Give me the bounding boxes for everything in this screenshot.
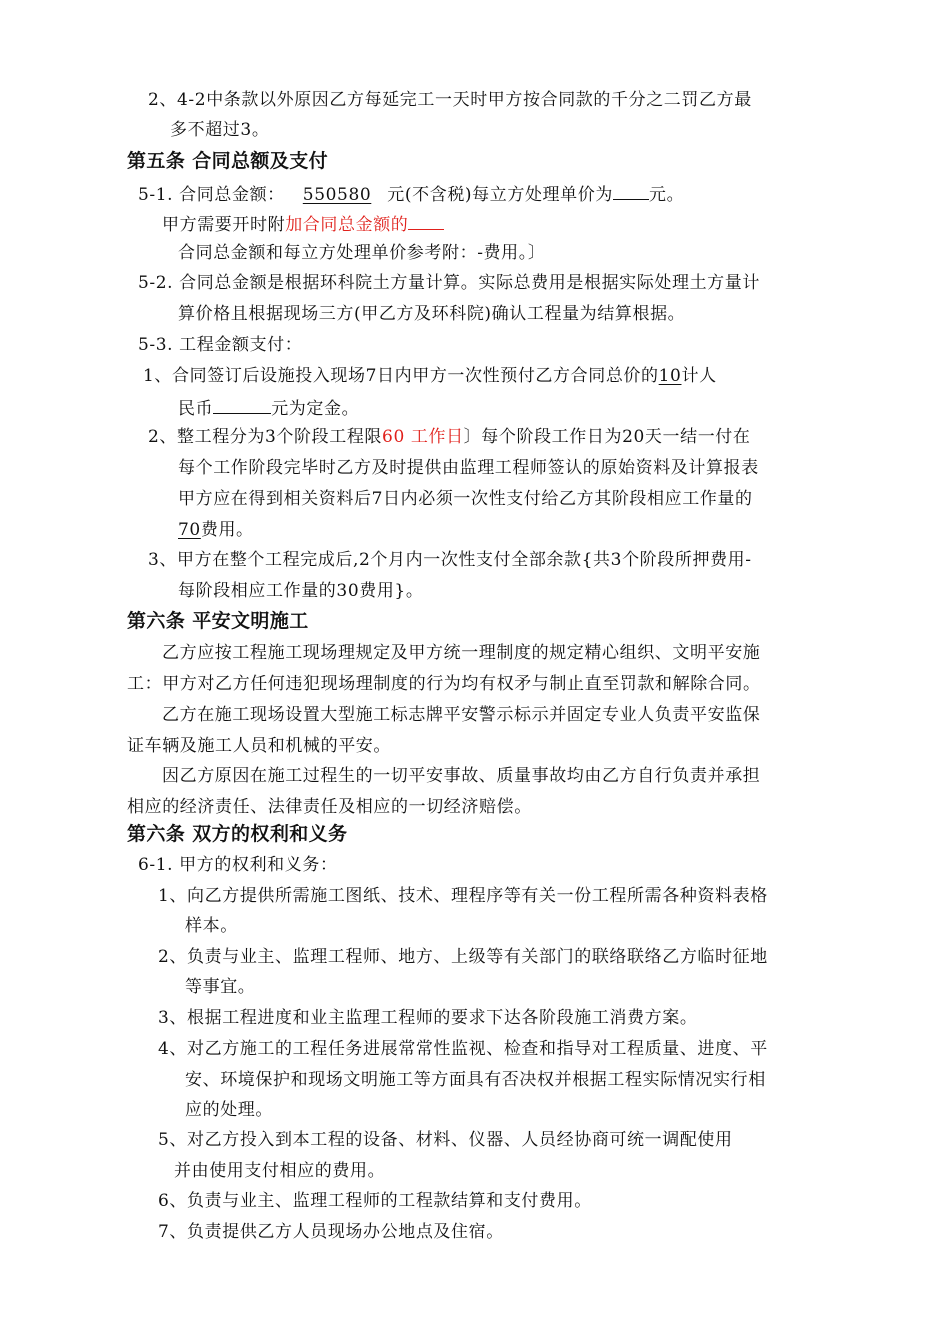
section-heading-6-safety: 第六条 平安文明施工 — [127, 610, 309, 632]
duty-item-4-line2: 安、环境保护和现场文明施工等方面具有否决权并根据工程实际情况实行相 — [185, 1070, 766, 1090]
payment-item-3-line1: 3、甲方在整个工程完成后,2个月内一次性支付全部余款{共3个阶段所押费用- — [148, 550, 752, 570]
duty-item-6: 6、负责与业主、监理工程师的工程款结算和支付费用。 — [158, 1191, 592, 1211]
payment-item-1-line1 — [143, 364, 717, 388]
stage-payment-percent: 70 — [178, 520, 201, 540]
payment-item-1-deposit: 元为定金。 — [271, 399, 360, 419]
safety-para1-line1: 乙方应按工程施工现场理规定及甲方统一理制度的规定精心组织、文明平安施 — [162, 643, 761, 663]
safety-para2-line1: 乙方在施工现场设置大型施工标志牌平安警示标示并固定专业人负责平安监保 — [162, 705, 761, 725]
unit-price-blank — [613, 181, 649, 200]
duty-item-2-line2: 等事宜。 — [185, 977, 256, 997]
clause-5-2-line1: 5-2. 合同总金额是根据环科院土方量计算。实际总费用是根据实际处理土方量计 — [138, 273, 760, 293]
section-heading-6-rights: 第六条 双方的权利和义务 — [127, 823, 348, 845]
deposit-amount-blank — [213, 395, 271, 414]
clause-5-1-suffix: 元。 — [648, 185, 685, 205]
payment-item-2-prefix: 2、整工程分为3个阶段工程限 — [148, 427, 383, 447]
clause-5-1-prefix: 5-1. 合同总金额： — [138, 185, 285, 205]
clause-5-1 — [138, 181, 684, 207]
invoice-requirement-red-text: 加合同总金额的 — [285, 215, 409, 235]
clause-5-2-line2: 算价格且根据现场三方(甲乙方及环科院)确认工程量为结算根据。 — [178, 304, 686, 324]
duty-item-5-line1: 5、对乙方投入到本工程的设备、材料、仪器、人员经协商可统一调配使用 — [158, 1130, 733, 1150]
safety-para3-line1: 因乙方原因在施工过程生的一切平安事故、质量事故均由乙方自行负责并承担 — [162, 766, 761, 786]
invoice-requirement-line — [162, 211, 444, 237]
duty-item-2-line1: 2、负责与业主、监理工程师、地方、上级等有关部门的联络联络乙方临时征地 — [158, 947, 768, 967]
clause-5-1-middle: 元(不含税)每立方处理单价为 — [387, 185, 613, 205]
duty-item-1-line1: 1、向乙方提供所需施工图纸、技术、理程序等有关一份工程所需各种资料表格 — [158, 886, 768, 906]
clause-4-2-line2: 多不超过3。 — [170, 120, 270, 140]
duty-item-4-line3: 应的处理。 — [185, 1100, 273, 1120]
clause-6-1: 6-1. 甲方的权利和义务： — [138, 855, 338, 875]
payment-item-1-prefix: 1、合同签订后设施投入现场7日内甲方一次性预付乙方合同总价的 — [143, 366, 659, 386]
payment-item-3-line2: 每阶段相应工作量的30费用}。 — [178, 581, 424, 601]
duty-item-3: 3、根据工程进度和业主监理工程师的要求下达各阶段施工消费方案。 — [158, 1008, 698, 1028]
payment-item-2-line1 — [148, 425, 751, 449]
payment-item-1-rmb: 民币 — [178, 399, 214, 419]
payment-item-1-line2 — [178, 395, 359, 421]
payment-item-2-line2: 每个工作阶段完毕时乙方及时提供由监理工程师签认的原始资料及计算报表 — [178, 458, 759, 478]
duty-item-1-line2: 样本。 — [185, 916, 238, 936]
payment-item-2-fee: 费用。 — [200, 520, 254, 540]
clause-5-3: 5-3. 工程金额支付： — [138, 335, 303, 355]
payment-item-2-suffix: 〕每个阶段工作日为20天一结一付在 — [463, 427, 751, 447]
safety-para3-line2: 相应的经济责任、法律责任及相应的一切经济赔偿。 — [127, 797, 532, 817]
duty-item-4-line1: 4、对乙方施工的工程任务进展常常性监视、检查和指导对工程质量、进度、平 — [158, 1039, 768, 1059]
invoice-percent-blank — [408, 211, 444, 230]
duty-item-7: 7、负责提供乙方人员现场办公地点及住宿。 — [158, 1222, 504, 1242]
payment-item-2-line4 — [178, 518, 254, 542]
duty-item-5-line2: 并由使用支付相应的费用。 — [174, 1161, 386, 1181]
prepay-percent: 10 — [658, 366, 682, 386]
contract-amount: 550580 — [302, 185, 372, 205]
section-heading-5: 第五条 合同总额及支付 — [127, 150, 329, 172]
reference-attachment-line: 合同总金额和每立方处理单价参考附：-费用。〕 — [178, 243, 546, 263]
payment-item-1-suffix: 计人 — [681, 366, 717, 386]
invoice-requirement-prefix: 甲方需要开时附 — [162, 215, 286, 235]
safety-para2-line2: 证车辆及施工人员和机械的平安。 — [127, 736, 391, 756]
payment-item-2-line3: 甲方应在得到相关资料后7日内必须一次性支付给乙方其阶段相应工作量的 — [178, 489, 753, 509]
safety-para1-line2: 工：甲方对乙方任何违犯现场理制度的行为均有权矛与制止直至罚款和解除合同。 — [127, 674, 761, 694]
work-days-limit: 60 工作日 — [382, 427, 464, 447]
clause-4-2-line1: 2、4-2中条款以外原因乙方每延完工一天时甲方按合同款的千分之二罚乙方最 — [148, 90, 752, 110]
